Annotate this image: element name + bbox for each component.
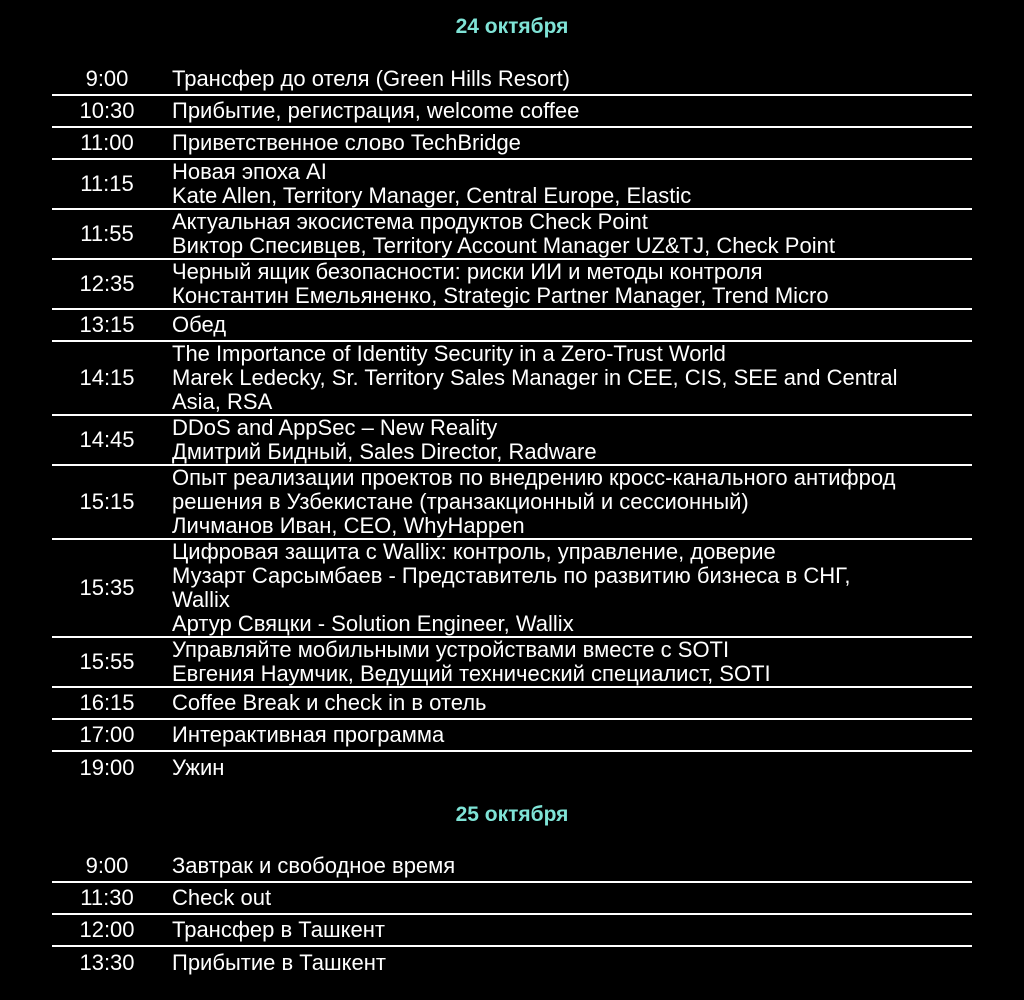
schedule-line: Coffee Break и check in в отель: [172, 690, 487, 715]
schedule-line: Актуальная экосистема продуктов Check Point: [172, 209, 648, 234]
schedule-row: [52, 160, 972, 210]
schedule-time: 9:00: [85, 66, 129, 91]
schedule-line: Asia, RSA: [172, 389, 273, 414]
schedule-description: [162, 951, 972, 975]
schedule-description: [162, 886, 972, 910]
schedule-time: 17:00: [79, 722, 135, 747]
schedule-line: Прибытие, регистрация, welcome coffee: [172, 98, 580, 123]
schedule-description: [162, 854, 972, 878]
schedule-description: [162, 691, 972, 715]
schedule-time: 12:35: [79, 271, 135, 296]
schedule-time: 12:00: [79, 917, 135, 942]
schedule-line: Личманов Иван, CEO, WhyHappen: [172, 513, 525, 538]
schedule-row: [52, 638, 972, 688]
schedule-time: 16:15: [79, 690, 135, 715]
schedule-row: [52, 342, 972, 416]
schedule-description: [162, 540, 972, 636]
schedule-row: [52, 64, 972, 96]
schedule-line: Управляйте мобильными устройствами вместе с SOTI: [172, 637, 730, 662]
schedule-line: решения в Узбекистане (транзакционный и сессионный): [172, 489, 749, 514]
schedule-time: 19:00: [79, 755, 135, 780]
schedule-row: [52, 96, 972, 128]
schedule-line: Евгения Наумчик, Ведущий технический специалист, SOTI: [172, 661, 771, 686]
schedule-row: [52, 210, 972, 260]
schedule-line: Check out: [172, 885, 272, 910]
schedule-time: 15:15: [79, 489, 135, 514]
schedule-line: Трансфер в Ташкент: [172, 917, 385, 942]
schedule-time: 11:55: [80, 221, 134, 246]
schedule-description: [162, 466, 972, 538]
schedule-line: Черный ящик безопасности: риски ИИ и методы контроля: [172, 259, 763, 284]
schedule-line: Kate Allen, Territory Manager, Central Europe, Elastic: [172, 183, 692, 208]
schedule-description: [162, 99, 972, 123]
schedule-line: Ужин: [172, 755, 225, 780]
day-header-1: 24 октября: [455, 15, 569, 38]
schedule-line: Константин Емельяненко, Strategic Partner Manager, Trend Micro: [172, 283, 829, 308]
schedule-description: [162, 210, 972, 258]
schedule-line: Опыт реализации проектов по внедрению кросс-канального антифрод: [172, 465, 896, 490]
schedule-row: [52, 720, 972, 752]
schedule-line: Виктор Спесивцев, Territory Account Manager UZ&TJ, Check Point: [172, 233, 835, 258]
schedule-line: Дмитрий Бидный, Sales Director, Radware: [172, 439, 597, 464]
day-header-2: 25 октября: [455, 803, 569, 826]
schedule-line: Приветственное слово TechBridge: [172, 130, 521, 155]
schedule-time: 13:15: [79, 312, 135, 337]
schedule-description: [162, 342, 972, 414]
schedule-time: 11:30: [80, 885, 134, 910]
schedule-time: 9:00: [85, 853, 129, 878]
schedule-description: [162, 638, 972, 686]
schedule-description: [162, 918, 972, 942]
schedule-line: Трансфер до отеля (Green Hills Resort): [172, 66, 571, 91]
schedule-row: [52, 128, 972, 160]
schedule-time: 13:30: [79, 950, 135, 975]
schedule-time: 15:35: [79, 575, 135, 600]
schedule-row: [52, 466, 972, 540]
schedule-line: The Importance of Identity Security in a Zero-Trust World: [172, 341, 726, 366]
schedule-row: [52, 688, 972, 720]
schedule-time: 11:15: [80, 171, 134, 196]
schedule-time: 10:30: [79, 98, 135, 123]
schedule-description: [162, 756, 972, 780]
schedule-line: Цифровая защита с Wallix: контроль, управление, доверие: [172, 539, 776, 564]
schedule-day-1: [52, 64, 972, 784]
schedule-line: Обед: [172, 312, 227, 337]
schedule-row: [52, 310, 972, 342]
schedule-description: [162, 160, 972, 208]
schedule-description: [162, 260, 972, 308]
schedule-row: [52, 416, 972, 466]
schedule-row: [52, 540, 972, 638]
schedule-line: Wallix: [172, 587, 230, 612]
schedule-time: 14:45: [79, 427, 135, 452]
schedule-description: [162, 723, 972, 747]
schedule-line: Завтрак и свободное время: [172, 853, 456, 878]
schedule-row: [52, 752, 972, 784]
schedule-line: Музарт Сарсымбаев - Представитель по развитию бизнеса в СНГ,: [172, 563, 851, 588]
schedule-line: Артур Свяцки - Solution Engineer, Wallix: [172, 611, 574, 636]
schedule-line: Новая эпоха AI: [172, 159, 327, 184]
schedule-line: Прибытие в Ташкент: [172, 950, 386, 975]
schedule-time: 14:15: [79, 365, 135, 390]
schedule-description: [162, 416, 972, 464]
schedule-row: [52, 915, 972, 947]
schedule-day-2: [52, 851, 972, 979]
schedule-description: [162, 313, 972, 337]
schedule-description: [162, 67, 972, 91]
schedule-line: DDoS and AppSec – New Reality: [172, 415, 498, 440]
schedule-time: 15:55: [79, 649, 135, 674]
schedule-line: Интерактивная программа: [172, 722, 445, 747]
schedule-time: 11:00: [80, 130, 134, 155]
schedule-row: [52, 851, 972, 883]
schedule-line: Marek Ledecky, Sr. Territory Sales Manager in CEE, CIS, SEE and Central: [172, 365, 898, 390]
schedule-description: [162, 131, 972, 155]
schedule-row: [52, 883, 972, 915]
schedule-row: [52, 260, 972, 310]
schedule-row: [52, 947, 972, 979]
